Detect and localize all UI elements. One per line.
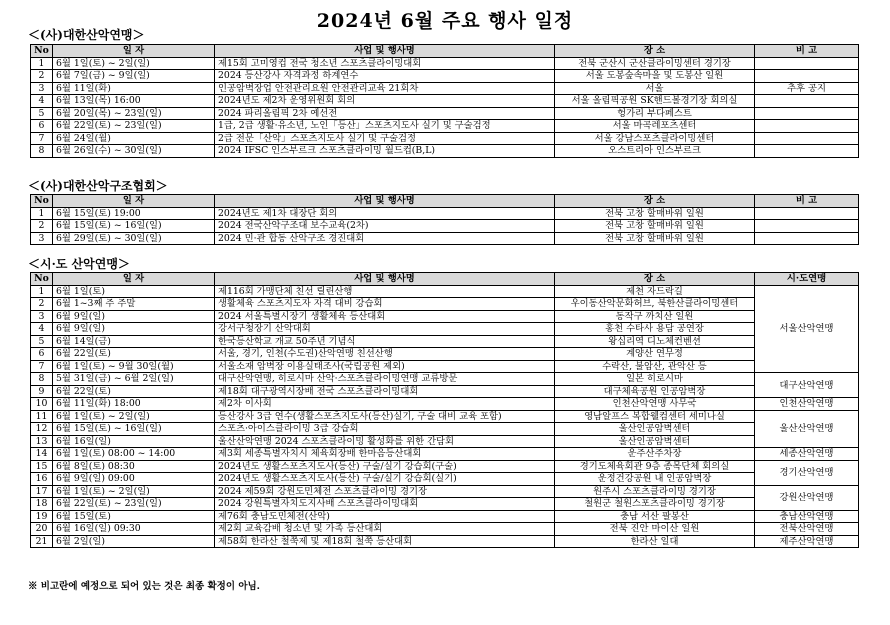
cell-place: 홍천 수타사 용담 공연장 [555,323,755,336]
column-header: No [31,273,53,286]
cell-place: 전북 군산시 군산클라이밍센터 경기장 [555,57,755,70]
column-header: 비 고 [755,195,859,208]
table-row [31,220,859,233]
column-header: 사업 및 행사명 [215,45,555,58]
cell-no: 16 [31,473,53,486]
column-header: No [31,45,53,58]
cell-place: 전북 진안 마이산 일원 [555,523,755,536]
cell-place: 서울 [555,82,755,95]
table-row [31,360,859,373]
cell-federation: 경기산악연맹 [755,460,859,485]
cell-place: 대구체육공원 인공암벽장 [555,385,755,398]
column-header: 사업 및 행사명 [215,273,555,286]
cell-event: 인공암벽장업 안전관리요원 안전관리교육 21회차 [215,82,555,95]
table-row [31,523,859,536]
cell-date: 6월 15일(토) ~ 16일(일) [53,423,215,436]
cell-event: 서울, 경기, 인천(수도권)산악연맹 친선산행 [215,348,555,361]
cell-date: 6월 22일(토) ~ 23일(일) [53,120,215,133]
cell-event: 서울소재 암벽장 이용실태조사(국립공원 제외) [215,360,555,373]
cell-date: 6월 1일(토) ~ 2일(일) [53,57,215,70]
table-provincial [30,272,859,548]
cell-place: 일본 히로시마 [555,373,755,386]
table-row [31,82,859,95]
cell-federation: 울산산악연맹 [755,410,859,448]
table-row [31,398,859,411]
cell-event: 제58회 한라산 철쭉제 및 제18회 철쭉 등산대회 [215,535,555,548]
cell-federation: 대구산악연맹 [755,373,859,398]
section-title-kaf: ＜(사)대한산악연맹＞ [28,28,145,42]
table-row [31,385,859,398]
table-row [31,132,859,145]
cell-remark [755,232,859,245]
cell-no: 13 [31,435,53,448]
cell-date: 6월 22일(토) ~ 23일(일) [53,498,215,511]
column-header: No [31,195,53,208]
column-header: 일 자 [53,45,215,58]
cell-event: 2024 민·관 합동 산악구조 경진대회 [215,232,555,245]
section-title-provincial: ＜시·도 산악연맹＞ [28,257,130,271]
cell-date: 6월 9일(일) [53,323,215,336]
cell-date: 6월 14일(금) [53,335,215,348]
table-header-row [31,45,859,58]
table-row [31,485,859,498]
cell-event: 울산산악연맹 2024 스포츠클라이밍 활성화를 위한 간담회 [215,435,555,448]
cell-event: 2024 제59회 강원도민체전 스포츠클라이밍 경기장 [215,485,555,498]
cell-event: 2024 IFSC 인스부르크 스포츠클라이밍 월드컵(B,L) [215,145,555,158]
table-row [31,410,859,423]
cell-no: 10 [31,398,53,411]
cell-no: 20 [31,523,53,536]
cell-place: 계양산 연무정 [555,348,755,361]
cell-remark: 충남산악연맹 [755,510,859,523]
cell-event: 스포츠·아이스클라이밍 3급 강습회 [215,423,555,436]
table-header-row [31,195,859,208]
cell-date: 6월 11일(화) 18:00 [53,398,215,411]
cell-place: 헝가리 부다페스트 [555,107,755,120]
cell-place: 울산인공암벽센터 [555,435,755,448]
cell-event: 제3회 세종특별자치시 체육회장배 한마음등산대회 [215,448,555,461]
cell-remark [755,145,859,158]
table-row [31,207,859,220]
table-row [31,107,859,120]
table-row [31,323,859,336]
cell-date: 6월 1일(토) 08:00 ~ 14:00 [53,448,215,461]
cell-date: 6월 13일(목) 16:00 [53,95,215,108]
table-row [31,373,859,386]
cell-remark [755,107,859,120]
table-rescue [30,194,859,245]
cell-remark: 전북산악연맹 [755,523,859,536]
table-row [31,423,859,436]
cell-event: 강서구청장기 산악대회 [215,323,555,336]
cell-no: 2 [31,70,53,83]
cell-event: 등산강사 3급 연수(생활스포츠지도사(등산)실기, 구술 대비 교육 포함) [215,410,555,423]
table-row [31,70,859,83]
cell-no: 7 [31,132,53,145]
cell-event: 한국등산학교 개교 50주년 기념식 [215,335,555,348]
cell-no: 4 [31,323,53,336]
table-row [31,510,859,523]
cell-date: 6월 16일(일) 09:30 [53,523,215,536]
cell-event: 제2차 이사회 [215,398,555,411]
cell-place: 우이동산악문화허브, 북한산클라이밍센터 [555,298,755,311]
cell-place: 운주산주차장 [555,448,755,461]
cell-place: 왕십리역 디노체컨벤션 [555,335,755,348]
section-title-rescue: ＜(사)대한산악구조협회＞ [28,179,168,193]
cell-no: 3 [31,310,53,323]
cell-no: 11 [31,410,53,423]
cell-date: 6월 15일(토) ~ 16일(일) [53,220,215,233]
column-header: 시·도연맹 [755,273,859,286]
cell-date: 6월 15일(토) [53,510,215,523]
table-row [31,145,859,158]
cell-event: 제116회 가맹단체 친선 릴린산행 [215,285,555,298]
table-row [31,310,859,323]
column-header: 장 소 [555,273,755,286]
cell-event: 2급 전문「산악」스포츠지도사 실기 및 구술검정 [215,132,555,145]
cell-remark [755,95,859,108]
cell-date: 5월 31일(금) ~ 6월 2일(일) [53,373,215,386]
cell-remark [755,120,859,133]
cell-place: 서울 마곡레포츠센터 [555,120,755,133]
table-row [31,460,859,473]
table-row [31,120,859,133]
column-header: 일 자 [53,273,215,286]
cell-date: 6월 1일(토) ~ 9월 30일(월) [53,360,215,373]
table-row [31,498,859,511]
cell-date: 6월 15일(토) 19:00 [53,207,215,220]
cell-date: 6월 9일(일) 09:00 [53,473,215,486]
cell-remark: 추후 공지 [755,82,859,95]
cell-place: 전북 고창 할매바위 일원 [555,232,755,245]
cell-event: 2024 전국산악구조대 보수교육(2차) [215,220,555,233]
cell-no: 3 [31,232,53,245]
cell-no: 1 [31,207,53,220]
cell-place: 한라산 일대 [555,535,755,548]
cell-event: 2024 서울특별시장기 생활체육 등산대회 [215,310,555,323]
cell-place: 전북 고창 할매바위 일원 [555,207,755,220]
cell-no: 8 [31,373,53,386]
table-row [31,95,859,108]
cell-date: 6월 22일(토) [53,348,215,361]
table-row [31,435,859,448]
cell-no: 2 [31,220,53,233]
cell-place: 서울 도봉숲속마을 및 도봉산 일원 [555,70,755,83]
cell-no: 2 [31,298,53,311]
cell-date: 6월 22일(토) [53,385,215,398]
cell-place: 제천 자드락길 [555,285,755,298]
cell-place: 울산인공암벽센터 [555,423,755,436]
cell-remark [755,132,859,145]
cell-remark [755,70,859,83]
cell-federation: 서울산악연맹 [755,285,859,373]
cell-no: 14 [31,448,53,461]
cell-remark: 세종산악연맹 [755,448,859,461]
cell-event: 제15회 고미영컵 전국 청소년 스포츠클라이밍대회 [215,57,555,70]
table-row [31,232,859,245]
cell-event: 2024년도 제1차 대장단 회의 [215,207,555,220]
cell-no: 3 [31,82,53,95]
cell-no: 6 [31,348,53,361]
cell-no: 5 [31,107,53,120]
cell-no: 5 [31,335,53,348]
column-header: 사업 및 행사명 [215,195,555,208]
cell-date: 6월 29일(토) ~ 30일(일) [53,232,215,245]
table-row [31,448,859,461]
cell-no: 21 [31,535,53,548]
table-row [31,335,859,348]
cell-no: 19 [31,510,53,523]
cell-remark [755,57,859,70]
cell-place: 영남알프스 복합웰컴센터 세미나실 [555,410,755,423]
cell-date: 6월 26일(수) ~ 30일(일) [53,145,215,158]
footnote: ※ 비고란에 예정으로 되어 있는 것은 최종 확정이 아님. [28,581,260,592]
cell-place: 동작구 까치산 일원 [555,310,755,323]
cell-event: 2024년도 생활스포츠지도사(등산) 구술/실기 강습회(구술) [215,460,555,473]
cell-event: 생활체육 스포츠지도자 자격 대비 강습회 [215,298,555,311]
cell-date: 6월 8일(토) 08:30 [53,460,215,473]
cell-place: 전북 고창 할매바위 일원 [555,220,755,233]
cell-place: 오스트리아 인스부르크 [555,145,755,158]
cell-event: 제18회 대구광역시장배 전국 스포츠클라이밍대회 [215,385,555,398]
cell-no: 12 [31,423,53,436]
cell-no: 1 [31,57,53,70]
cell-date: 6월 24일(월) [53,132,215,145]
cell-place: 경기도체육회관 9층 종목단체 회의실 [555,460,755,473]
cell-place: 서울 강남스포츠클라이밍센터 [555,132,755,145]
cell-date: 6월 9일(일) [53,310,215,323]
cell-no: 18 [31,498,53,511]
cell-date: 6월 16일(일) [53,435,215,448]
cell-event: 제2회 교육감배 청소년 및 가족 등산대회 [215,523,555,536]
column-header: 일 자 [53,195,215,208]
table-header-row [31,273,859,286]
table-row [31,57,859,70]
column-header: 비 고 [755,45,859,58]
cell-date: 6월 1일(토) ~ 2일(일) [53,485,215,498]
cell-event: 2024 등산강사 자격과정 하계연수 [215,70,555,83]
cell-date: 6월 11일(화) [53,82,215,95]
table-row [31,285,859,298]
cell-federation: 강원산악연맹 [755,485,859,510]
cell-date: 6월 1~3째 주 주말 [53,298,215,311]
cell-date: 6월 1일(토) ~ 2일(일) [53,410,215,423]
cell-event: 1급, 2급 생활·유소년, 노인「등산」스포츠지도사 실기 및 구술검정 [215,120,555,133]
cell-place: 수락산, 불암산, 관악산 등 [555,360,755,373]
cell-place: 인천산악연맹 사무국 [555,398,755,411]
cell-no: 9 [31,385,53,398]
cell-place: 철원군 철원스포츠클라이밍 경기장 [555,498,755,511]
cell-place: 운정건강공원 내 인공암벽장 [555,473,755,486]
cell-event: 2024년도 생활스포츠지도사(등산) 구술/실기 강습회(실기) [215,473,555,486]
cell-date: 6월 1일(토) [53,285,215,298]
cell-no: 8 [31,145,53,158]
cell-no: 6 [31,120,53,133]
table-row [31,473,859,486]
page-title: 2024년 6월 주요 행사 일정 [316,10,574,32]
cell-event: 제76회 충남도민체전(산악) [215,510,555,523]
cell-place: 서울 올림픽공원 SK핸드볼경기장 회의실 [555,95,755,108]
cell-date: 6월 2일(일) [53,535,215,548]
table-row [31,535,859,548]
cell-no: 7 [31,360,53,373]
cell-event: 2024 강원특별자치도지사배 스포츠클라이밍대회 [215,498,555,511]
cell-place: 충남 서산 팔봉산 [555,510,755,523]
cell-no: 15 [31,460,53,473]
table-row [31,298,859,311]
cell-place: 원주시 스포츠클라이밍 경기장 [555,485,755,498]
cell-date: 6월 7일(금) ~ 9일(일) [53,70,215,83]
table-kaf [30,44,859,158]
cell-remark: 제주산악연맹 [755,535,859,548]
cell-remark [755,220,859,233]
cell-date: 6월 20일(목) ~ 23일(일) [53,107,215,120]
cell-remark: 인천산악연맹 [755,398,859,411]
cell-event: 2024년도 제2차 운영위원회 회의 [215,95,555,108]
cell-no: 1 [31,285,53,298]
cell-event: 대구산악연맹, 히로시마 산악·스포츠클라이밍연맹 교류방문 [215,373,555,386]
column-header: 장 소 [555,45,755,58]
cell-event: 2024 파리올림픽 2차 예선전 [215,107,555,120]
column-header: 장 소 [555,195,755,208]
table-row [31,348,859,361]
cell-no: 17 [31,485,53,498]
cell-no: 4 [31,95,53,108]
cell-remark [755,207,859,220]
